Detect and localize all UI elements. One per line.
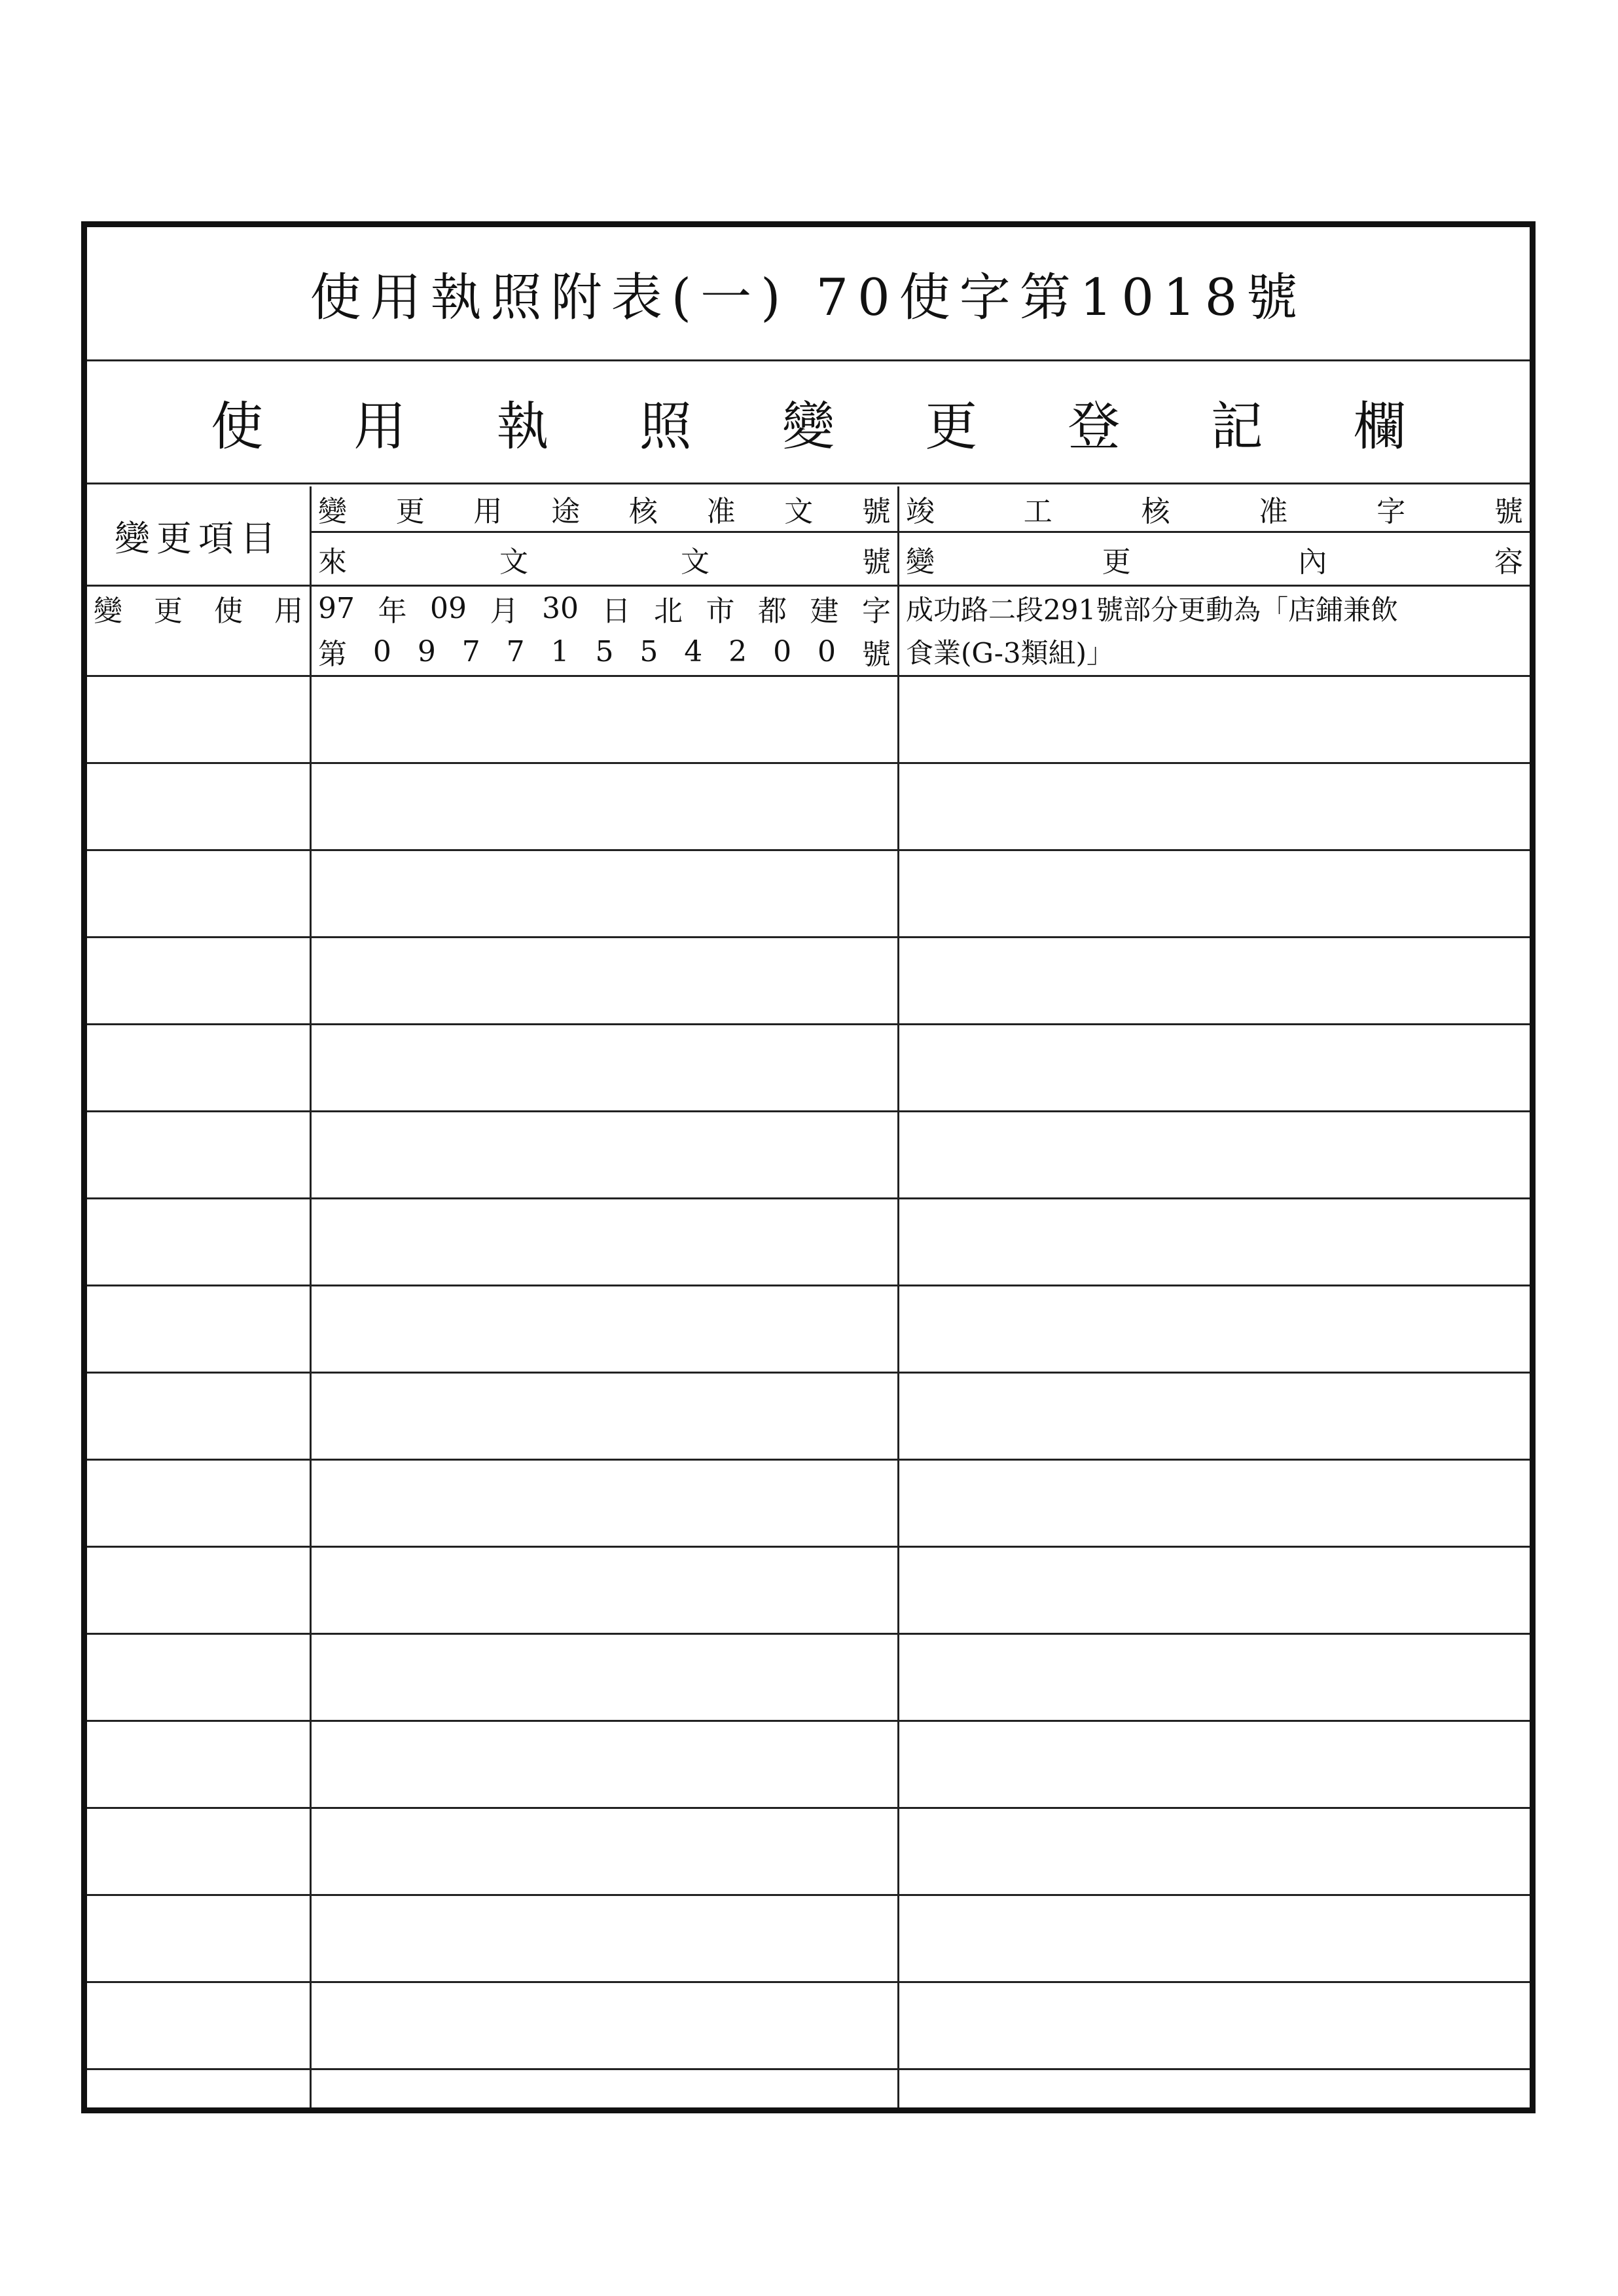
entry-content-line-2: 食業(G-3類組)」	[906, 637, 1115, 669]
header-completion-number: 竣 工 核 准 字 號	[906, 495, 1523, 528]
license-number: 70使字第1018號	[816, 268, 1307, 327]
form-name: 使用執照附表(一)	[310, 268, 790, 327]
row-line	[87, 1110, 1530, 1112]
form-frame	[81, 221, 1536, 2113]
row-line	[87, 936, 1530, 938]
header-doc-number: 變 更 用 途 核 准 文 號	[318, 495, 891, 528]
header-change-item: 變更項目	[115, 517, 282, 559]
row-line	[87, 849, 1530, 851]
row-line	[87, 1633, 1530, 1635]
row-line	[87, 1372, 1530, 1374]
form-title	[87, 227, 1530, 361]
row-line	[87, 2068, 1530, 2070]
row-line	[87, 675, 1530, 677]
row-line	[87, 1807, 1530, 1809]
column-divider	[897, 486, 899, 2107]
entry-doc-line-2: 第 0 9 7 7 1 5 5 4 2 0 0 號	[318, 634, 891, 671]
row-line	[87, 1459, 1530, 1461]
entry-doc-line-1: 97 年 09 月 30 日 北 市 都 建 字	[318, 591, 891, 628]
row-line	[87, 1023, 1530, 1025]
entry-content-line-1: 成功路二段291號部分更動為「店鋪兼飲	[906, 594, 1399, 626]
header-change-content: 變 更 內 容	[906, 545, 1523, 579]
row-line	[87, 1981, 1530, 1983]
row-line	[87, 1894, 1530, 1896]
section-heading: 使 用 執 照 變 更 登 記 欄	[87, 361, 1530, 484]
row-line	[87, 1197, 1530, 1199]
header-incoming-doc: 來 文 文 號	[318, 545, 891, 579]
row-line	[87, 1720, 1530, 1722]
column-divider	[310, 486, 312, 2107]
entry-change-item: 變 更 使 用	[94, 594, 303, 628]
row-line	[87, 762, 1530, 764]
row-line	[87, 1546, 1530, 1548]
change-register-table	[87, 486, 1530, 2107]
row-line	[87, 1285, 1530, 1286]
